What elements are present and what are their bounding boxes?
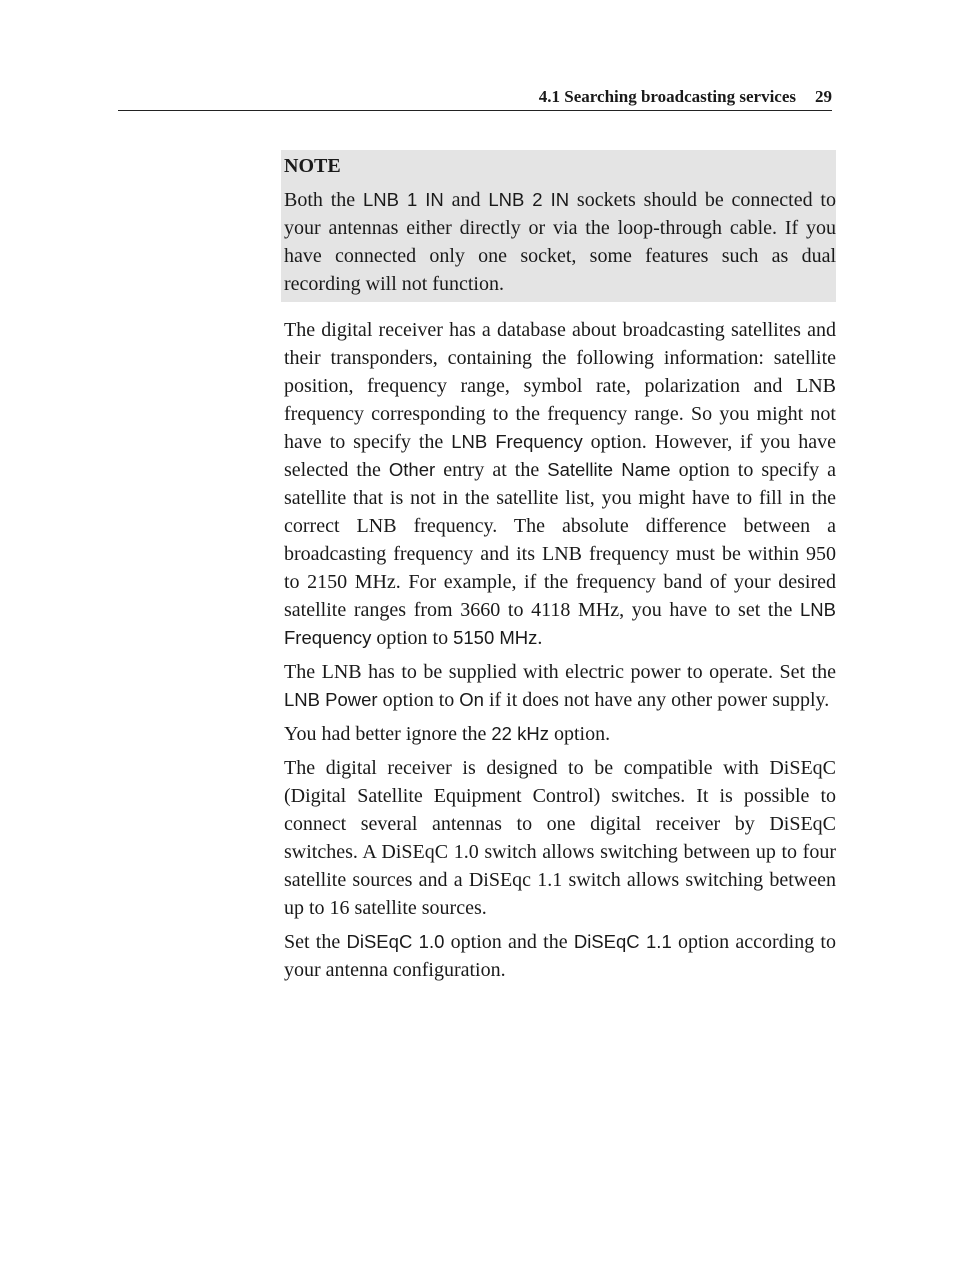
note-box [281, 150, 836, 302]
note-body [284, 186, 836, 298]
paragraph-22khz [284, 720, 836, 748]
note-text: Both the [284, 189, 364, 211]
body-text: The digital receiver has a database about broadcasting satellites and their transponders, containing the following information: satellite position, frequency range, symbol rate, polarization and LNB frequency corresponding to the frequency range. So you might not have to specify the [284, 319, 836, 453]
running-header-section-title: 4.1 Searching broadcasting services [538, 87, 796, 106]
page-header [118, 86, 832, 111]
body-text: option to [377, 689, 460, 711]
body-text: option and the [444, 931, 574, 953]
22khz-option: 22 kHz [491, 723, 549, 744]
lnb-power-option: LNB Power [284, 689, 378, 710]
lnb-frequency-option: LNB Frequency [284, 599, 836, 648]
other-entry: Other [388, 459, 436, 480]
satellite-name-option: Satellite Name [547, 459, 671, 480]
on-value: On [459, 689, 484, 710]
body-text: Set the [284, 931, 347, 953]
body-text: if it does not have any other power supply. [483, 689, 830, 711]
paragraph-lnb-power [284, 658, 836, 714]
body-text: option to [371, 627, 454, 649]
paragraph-diseqc-options [284, 928, 836, 984]
note-text: and [443, 189, 489, 211]
body-text: option. [548, 723, 611, 745]
paragraph-diseqc: The digital receiver is designed to be compatible with DiSEqC (Digital Satellite Equipment Control) switches. It is possible to connect several antennas to one digital receiver by DiSEqC switches. A DiSEqC 1.0 switch allows switching between up to four satellite sources and a DiSEqc 1.1 switch allows switching between up to 16 satellite sources. [284, 757, 836, 919]
lnb-frequency-option: LNB Frequency [451, 431, 583, 452]
lnb2-in-label: LNB 2 IN [488, 189, 570, 210]
diseqc-1-1-option: DiSEqC 1.1 [573, 931, 672, 952]
note-title: NOTE [284, 155, 341, 177]
page-content [284, 150, 836, 990]
note-text: sockets should be connected to your antennas either directly or via the loop-through cable. If you have connected only one socket, some features such as dual recording will not function. [284, 189, 836, 295]
body-text: . [537, 627, 543, 649]
body-text: option. However, if you have selected the [284, 431, 836, 481]
body-text: entry at the [435, 459, 548, 481]
value-5150-mhz: 5150 MHz [453, 627, 538, 648]
body-text: option to specify a satellite that is not in the satellite list, you might have to fill in the correct LNB frequency. The absolute difference between a broadcasting frequency and its LNB frequency must be within 950 to 2150 MHz. For example, if the frequency band of your desired satellite ranges from 3660 to 4118 MHz, you have to set the [284, 459, 836, 621]
diseqc-1-0-option: DiSEqC 1.0 [346, 931, 445, 952]
lnb1-in-label: LNB 1 IN [363, 189, 444, 210]
page-number: 29 [815, 87, 832, 106]
body-text: The LNB has to be supplied with electric power to operate. Set the [284, 661, 836, 683]
body-text: You had better ignore the [284, 723, 492, 745]
paragraph-database [284, 316, 836, 652]
body-text: option according to your antenna configuration. [284, 931, 836, 981]
